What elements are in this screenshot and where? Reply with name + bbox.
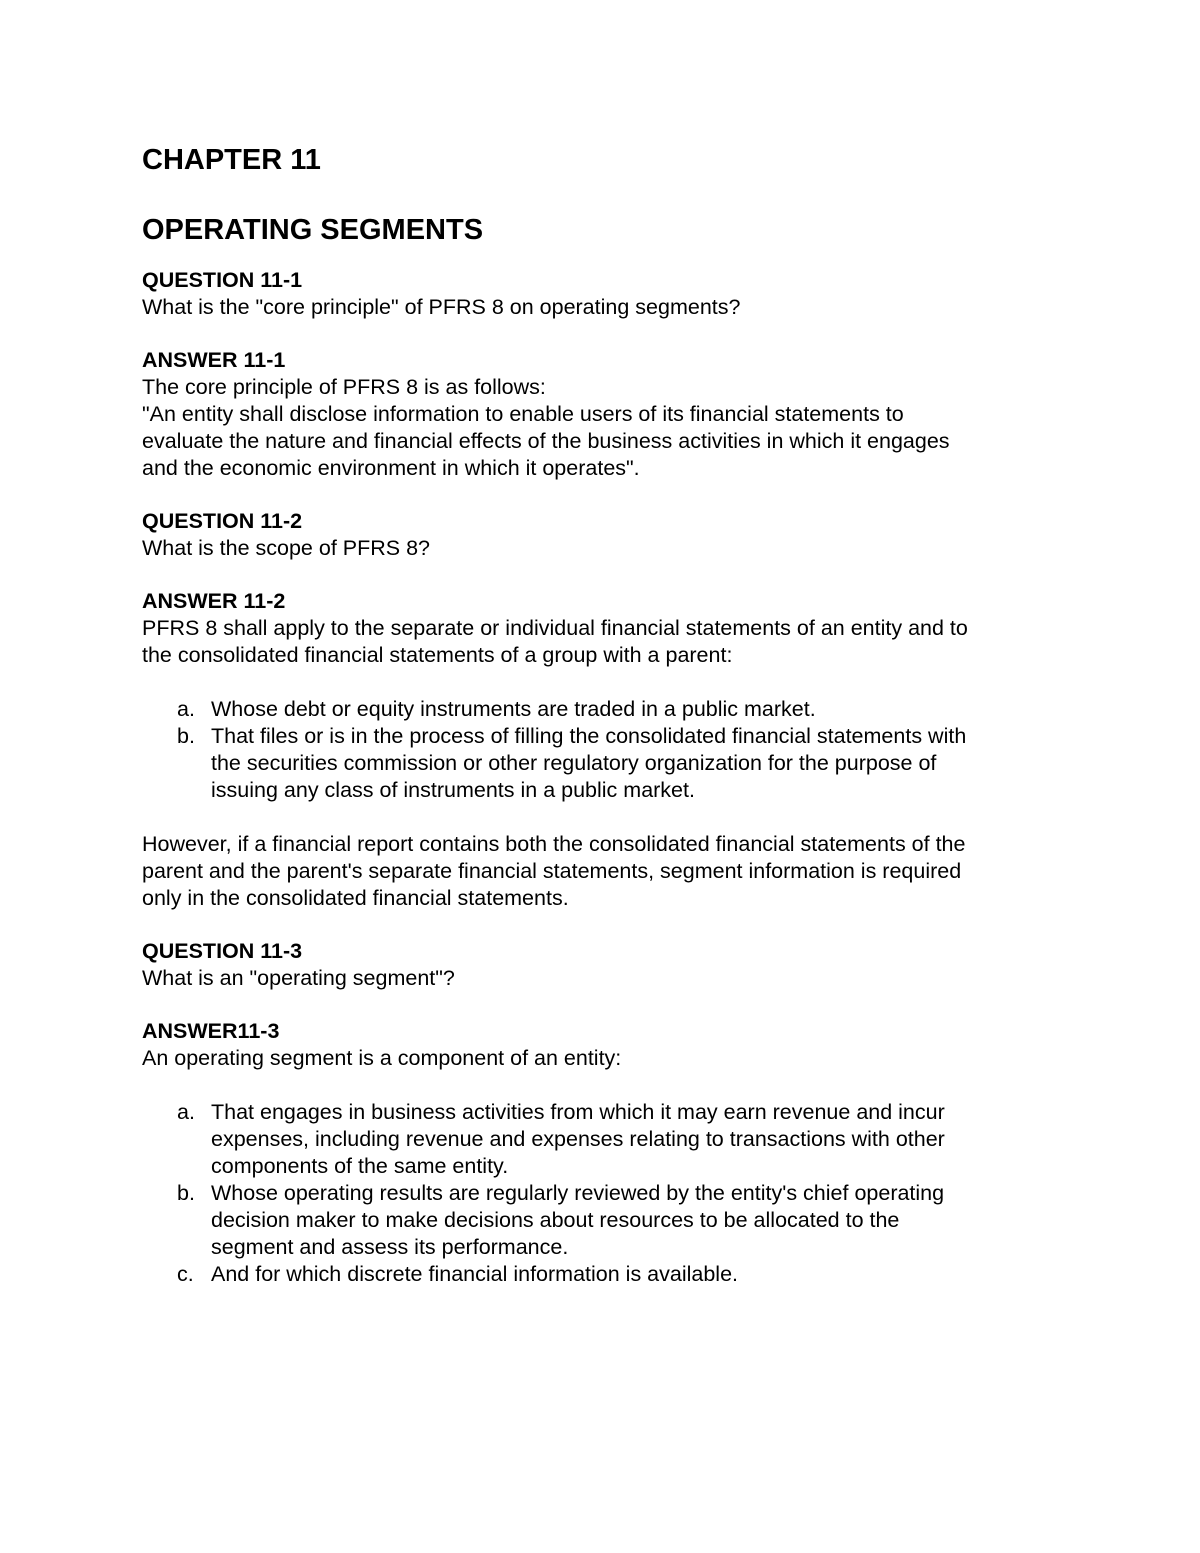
question-11-2 [142,508,1062,562]
list-item-line: components of the same entity. [211,1154,509,1178]
list-item [142,1099,1062,1180]
chapter-heading: CHAPTER 11 [142,144,321,176]
list-item-line: Whose operating results are regularly reviewed by the entity's chief operating [211,1181,945,1205]
list-marker: b. [177,724,195,748]
question-text: What is the scope of PFRS 8? [142,536,430,560]
list-item-line: decision maker to make decisions about resources to be allocated to the [211,1208,900,1232]
answer-quote-line: and the economic environment in which it operates". [142,456,640,480]
question-heading: QUESTION 11-3 [142,939,303,963]
question-11-1 [142,267,1062,321]
list-marker: b. [177,1181,195,1205]
list-item [142,1261,1062,1288]
answer-quote-line: "An entity shall disclose information to enable users of its financial statements to [142,402,904,426]
answer-heading: ANSWER 11-2 [142,589,286,613]
list-item-line: issuing any class of instruments in a public market. [211,778,695,802]
answer-line: the consolidated financial statements of a group with a parent: [142,643,733,667]
answer-11-2 [142,588,1062,912]
list-item [142,1180,1062,1261]
list-item-line: the securities commission or other regulatory organization for the purpose of [211,751,937,775]
note-line: only in the consolidated financial statements. [142,886,569,910]
answer-11-3 [142,1018,1062,1288]
segment-criteria-list [142,1099,1062,1288]
document-page [142,138,1062,1288]
scope-note [142,831,1062,912]
list-item-line: And for which discrete financial information is available. [211,1262,739,1286]
answer-11-1 [142,347,1062,482]
question-11-3 [142,938,1062,992]
answer-line: An operating segment is a component of an entity: [142,1046,622,1070]
list-item-line: segment and assess its performance. [211,1235,569,1259]
list-marker: a. [177,1100,195,1124]
list-item-line: That engages in business activities from which it may earn revenue and incur [211,1100,945,1124]
list-marker: c. [177,1262,194,1286]
question-text: What is an "operating segment"? [142,966,455,990]
answer-heading: ANSWER11-3 [142,1019,280,1043]
note-line: parent and the parent's separate financial statements, segment information is required [142,859,962,883]
question-text: What is the "core principle" of PFRS 8 on operating segments? [142,295,741,319]
list-item [142,696,1062,723]
answer-quote-line: evaluate the nature and financial effects of the business activities in which it engages [142,429,950,453]
question-heading: QUESTION 11-1 [142,268,303,292]
answer-line: PFRS 8 shall apply to the separate or individual financial statements of an entity and to [142,616,968,640]
question-heading: QUESTION 11-2 [142,509,303,533]
list-item-line: Whose debt or equity instruments are traded in a public market. [211,697,816,721]
note-line: However, if a financial report contains both the consolidated financial statements of the [142,832,966,856]
list-item [142,723,1062,804]
list-item-line: That files or is in the process of filling the consolidated financial statements with [211,724,967,748]
list-marker: a. [177,697,195,721]
section-title: OPERATING SEGMENTS [142,214,484,246]
answer-line: The core principle of PFRS 8 is as follows: [142,375,546,399]
list-item-line: expenses, including revenue and expenses relating to transactions with other [211,1127,945,1151]
answer-heading: ANSWER 11-1 [142,348,286,372]
scope-list [142,696,1062,804]
